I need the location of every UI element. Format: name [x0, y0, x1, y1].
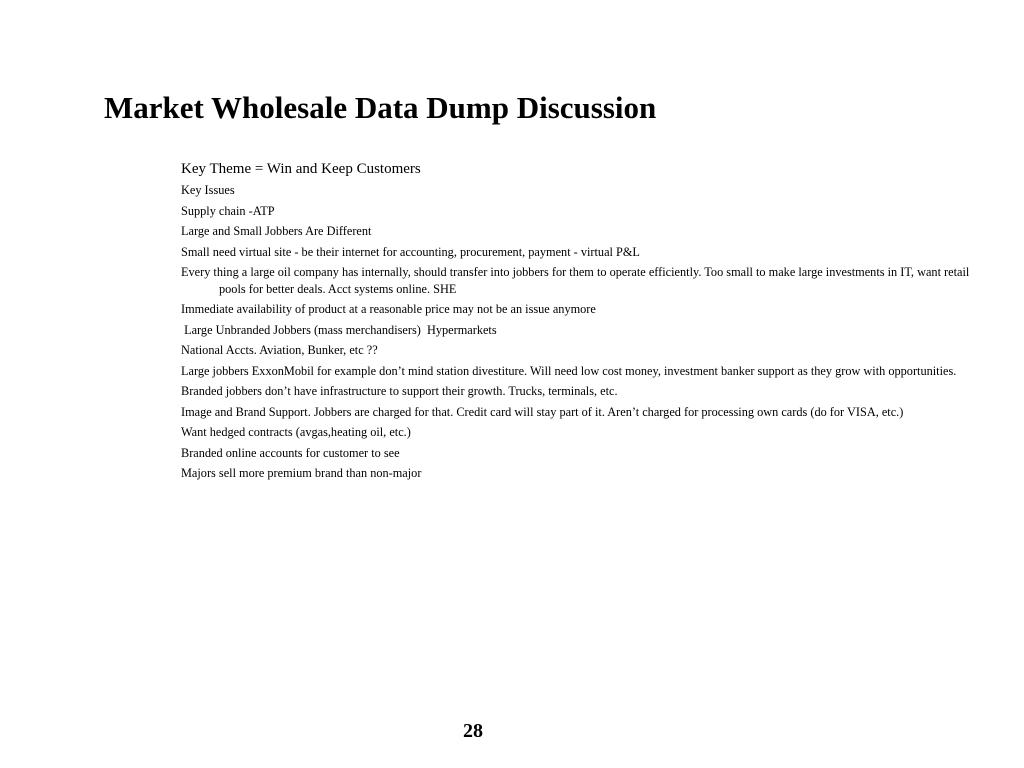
- note-item: Large jobbers ExxonMobil for example don’t mind station divestiture. Will need low cost money, investment banker support as they grow with opportunities.: [181, 363, 957, 378]
- note-item: Majors sell more premium brand than non-major: [181, 466, 422, 480]
- key-theme: Key Theme = Win and Keep Customers: [181, 161, 421, 177]
- note-item: Small need virtual site - be their internet for accounting, procurement, payment - virtual P&L: [181, 244, 640, 259]
- note-item: Large and Small Jobbers Are Different: [181, 224, 372, 238]
- note-item: Key Issues: [181, 183, 235, 197]
- note-item: Branded online accounts for customer to see: [181, 445, 400, 460]
- note-item: Branded jobbers don’t have infrastructure to support their growth. Trucks, terminals, etc.: [181, 384, 618, 398]
- note-item: Supply chain -ATP: [181, 203, 275, 218]
- note-item: Large Unbranded Jobbers (mass merchandisers) Hypermarkets: [181, 322, 497, 337]
- page-number: 28: [463, 720, 483, 742]
- note-item: Immediate availability of product at a reasonable price may not be an issue anymore: [181, 302, 596, 316]
- note-item: Image and Brand Support. Jobbers are charged for that. Credit card will stay part of it. Aren’t charged for processing own cards (do for VISA, etc.): [181, 404, 904, 419]
- note-item: Want hedged contracts (avgas,heating oil, etc.): [181, 425, 411, 439]
- slide-content: [181, 157, 991, 486]
- note-item: Every thing a large oil company has internally, should transfer into jobbers for them to operate efficiently. Too small to make large investments in IT, want retail pools for better deals. Acct systems online. SHE: [181, 265, 970, 296]
- note-item: National Accts. Aviation, Bunker, etc ??: [181, 343, 378, 357]
- slide-title: Market Wholesale Data Dump Discussion: [104, 90, 657, 125]
